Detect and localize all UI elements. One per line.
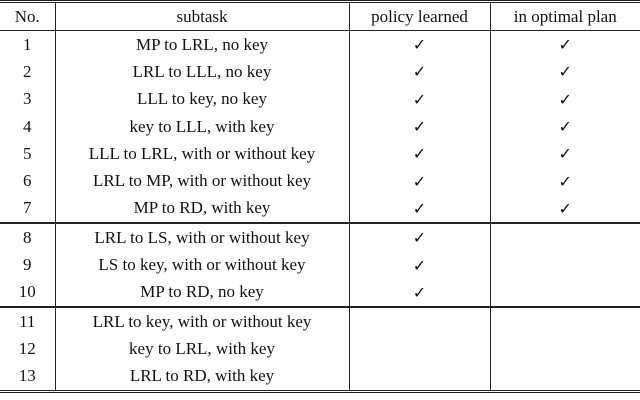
in-optimal-plan-check-icon: ✓ [558,171,572,191]
row-number: 12 [0,335,55,362]
in-optimal-plan-check-icon [490,363,640,392]
table-row [0,279,640,307]
table-row [0,335,640,362]
table-row [0,167,640,194]
table-body [0,31,640,392]
subtask-cell: LLL to LRL, with or without key [55,140,349,167]
table-row [0,113,640,140]
row-number: 8 [0,223,55,251]
table-row [0,58,640,85]
header-no: No. [0,2,55,31]
subtask-cell: LS to key, with or without key [55,251,349,278]
subtask-cell: key to LLL, with key [55,113,349,140]
subtask-cell: LRL to key, with or without key [55,307,349,335]
policy-learned-check-icon: ✓ [349,86,490,113]
header-subtask: subtask [55,2,349,31]
table-row [0,31,640,59]
policy-learned-check-icon: ✓ [349,31,490,59]
table-row [0,307,640,335]
in-optimal-plan-check-icon: ✓ [558,62,572,82]
policy-learned-check-icon [349,335,490,362]
policy-learned-check-icon: ✓ [349,279,490,307]
policy-learned-check-icon: ✓ [349,223,490,251]
in-optimal-plan-check-icon: ✓ [558,89,572,109]
policy-learned-check-icon [349,363,490,392]
subtask-cell: LRL to LS, with or without key [55,223,349,251]
row-number: 1 [0,31,55,59]
table-row [0,363,640,392]
policy-learned-check-icon: ✓ [349,167,490,194]
subtask-cell: LRL to LLL, no key [55,58,349,85]
row-number: 2 [0,58,55,85]
in-optimal-plan-check-icon: ✓ [558,198,572,218]
header-in-optimal-plan: in optimal plan [513,6,617,26]
header-policy-learned: policy learned [349,2,490,31]
row-number: 4 [0,113,55,140]
policy-learned-check-icon: ✓ [349,58,490,85]
subtask-cell: MP to RD, with key [55,195,349,223]
row-number: 10 [0,279,55,307]
row-number: 9 [0,251,55,278]
policy-learned-check-icon: ✓ [349,140,490,167]
policy-learned-check-icon: ✓ [349,195,490,223]
in-optimal-plan-check-icon [490,335,640,362]
row-number: 6 [0,167,55,194]
row-number: 11 [0,307,55,335]
row-number: 7 [0,195,55,223]
table-row [0,251,640,278]
subtask-cell: LRL to RD, with key [55,363,349,392]
table-row [0,86,640,113]
in-optimal-plan-check-icon: ✓ [558,117,572,137]
subtask-cell: MP to RD, no key [55,279,349,307]
row-number: 3 [0,86,55,113]
subtask-cell: LLL to key, no key [55,86,349,113]
in-optimal-plan-check-icon: ✓ [558,35,572,55]
table-row [0,140,640,167]
header-row [0,2,640,31]
table-row [0,195,640,223]
table-row [0,223,640,251]
subtask-cell: key to LRL, with key [55,335,349,362]
policy-learned-check-icon [349,307,490,335]
policy-learned-check-icon: ✓ [349,251,490,278]
row-number: 13 [0,363,55,392]
row-number: 5 [0,140,55,167]
subtask-cell: LRL to MP, with or without key [55,167,349,194]
in-optimal-plan-check-icon: ✓ [558,144,572,164]
in-optimal-plan-check-icon [490,307,640,335]
policy-learned-check-icon: ✓ [349,113,490,140]
in-optimal-plan-check-icon [490,279,640,307]
subtask-cell: MP to LRL, no key [55,31,349,59]
in-optimal-plan-check-icon [490,223,640,251]
in-optimal-plan-check-icon [490,251,640,278]
